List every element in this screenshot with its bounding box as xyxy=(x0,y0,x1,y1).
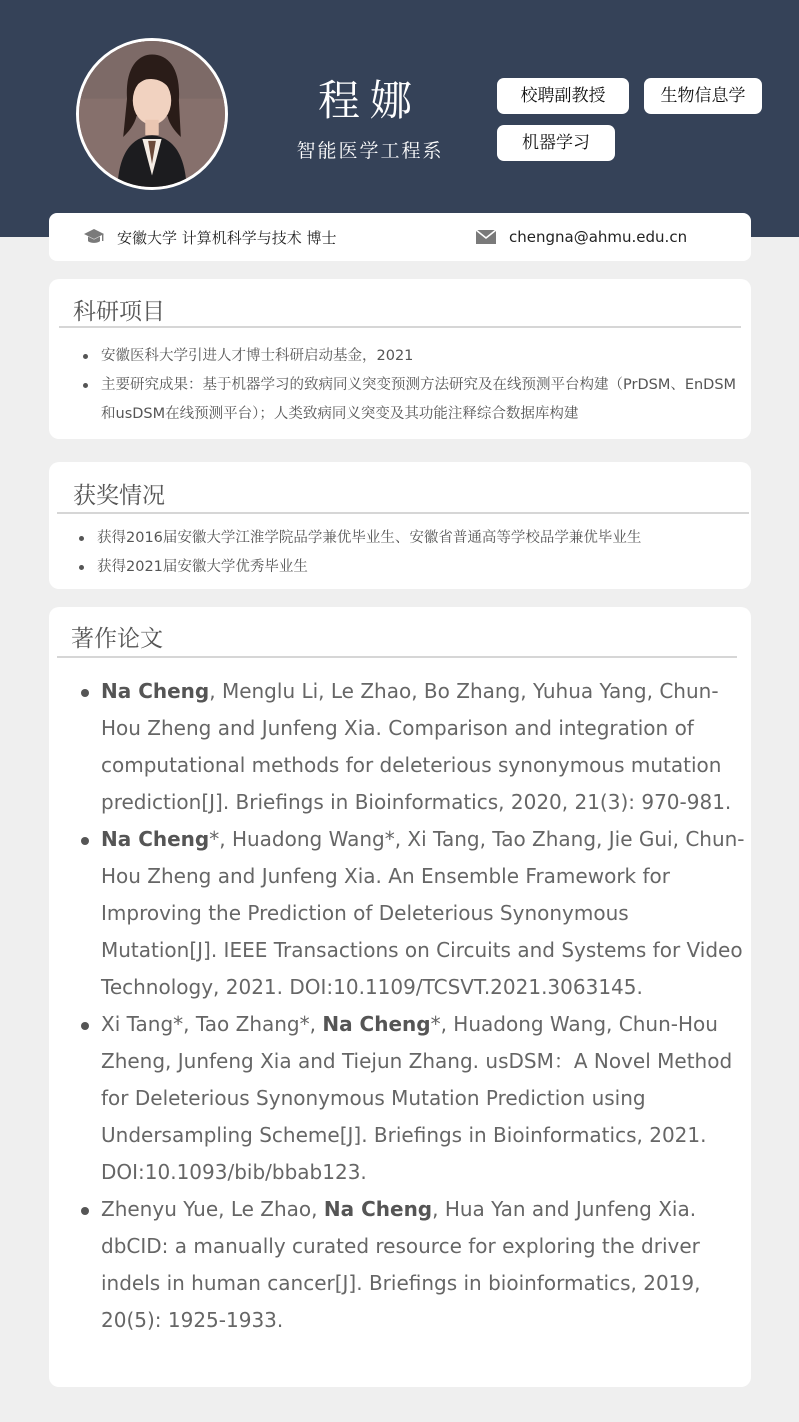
email-text[interactable]: chengna@ahmu.edu.cn xyxy=(509,228,688,246)
tag-specialty: 机器学习 xyxy=(497,125,615,161)
graduation-cap-icon xyxy=(83,228,105,246)
paper-item xyxy=(49,673,749,821)
paper-authors-before: Zhenyu Yue, Le Zhao, xyxy=(101,1197,324,1221)
paper-item xyxy=(49,1006,749,1191)
education-text: 安徽大学 计算机科学与技术 博士 xyxy=(117,228,337,247)
paper-citation: *, Huadong Wang, Chun-Hou Zheng, Junfeng Xia and Tiejun Zhang. usDSM：A Novel Method for Deleterious Synonymous Mutation Prediction using Undersampling Scheme[J]. Briefings in Bioinformatics, 2021. DOI:10.1093/bib/bbab123. xyxy=(101,1012,733,1184)
department: 智能医学工程系 xyxy=(296,140,444,162)
tag-title: 校聘副教授 xyxy=(497,78,629,114)
paper-citation: *, Huadong Wang*, Xi Tang, Tao Zhang, Jie Gui, Chun-Hou Zheng and Junfeng Xia. An Ensemble Framework for Improving the Prediction of Deleterious Synonymous Mutation[J]. IEEE Transactions on Circuits and Systems for Video Technology, 2021. DOI:10.1109/TCSVT.2021.3063145. xyxy=(101,827,745,999)
author-highlight: Na Cheng xyxy=(322,1012,431,1036)
author-highlight: Na Cheng xyxy=(101,827,210,851)
papers-card xyxy=(49,607,751,1387)
papers-divider xyxy=(57,656,737,658)
papers-title: 著作论文 xyxy=(71,626,163,652)
mail-icon xyxy=(475,229,497,245)
list-item: 安徽医科大学引进人才博士科研启动基金，2021 xyxy=(79,342,739,371)
tag-field: 生物信息学 xyxy=(644,78,762,114)
paper-item xyxy=(49,1191,749,1339)
awards-list xyxy=(75,524,745,582)
paper-authors-before: Xi Tang*, Tao Zhang*, xyxy=(101,1012,323,1036)
awards-title: 获奖情况 xyxy=(73,483,165,509)
projects-title: 科研项目 xyxy=(73,299,165,325)
education-info xyxy=(83,213,337,261)
person-name: 程娜 xyxy=(317,76,422,125)
projects-card xyxy=(49,279,751,439)
list-item: 主要研究成果：基于机器学习的致病同义突变预测方法研究及在线预测平台构建（PrDSM、EnDSM和usDSM在线预测平台）；人类致病同义突变及其功能注释综合数据库构建 xyxy=(79,371,739,429)
list-item: 获得2016届安徽大学江淮学院品学兼优毕业生、安徽省普通高等学校品学兼优毕业生 xyxy=(75,524,745,553)
paper-citation: , Menglu Li, Le Zhao, Bo Zhang, Yuhua Yang, Chun-Hou Zheng and Junfeng Xia. Comparison and integration of computational methods for deleterious synonymous mutation prediction[J]. Briefings in Bioinformatics, 2020, 21(3): 970-981. xyxy=(101,679,732,814)
author-highlight: Na Cheng xyxy=(323,1197,433,1221)
contact-card xyxy=(49,213,751,261)
list-item: 获得2021届安徽大学优秀毕业生 xyxy=(75,553,745,582)
email-info xyxy=(475,213,687,261)
profile-photo xyxy=(76,38,228,190)
projects-list xyxy=(79,342,739,429)
author-highlight: Na Cheng xyxy=(101,679,210,703)
paper-item xyxy=(49,821,749,1006)
paper-citation: , Hua Yan and Junfeng Xia. dbCID: a manually curated resource for exploring the driver indels in human cancer[J]. Briefings in bioinformatics, 2019, 20(5): 1925-1933. xyxy=(101,1197,701,1332)
projects-divider xyxy=(59,326,741,328)
papers-list xyxy=(49,673,749,1339)
awards-divider xyxy=(57,512,749,514)
awards-card xyxy=(49,462,751,589)
